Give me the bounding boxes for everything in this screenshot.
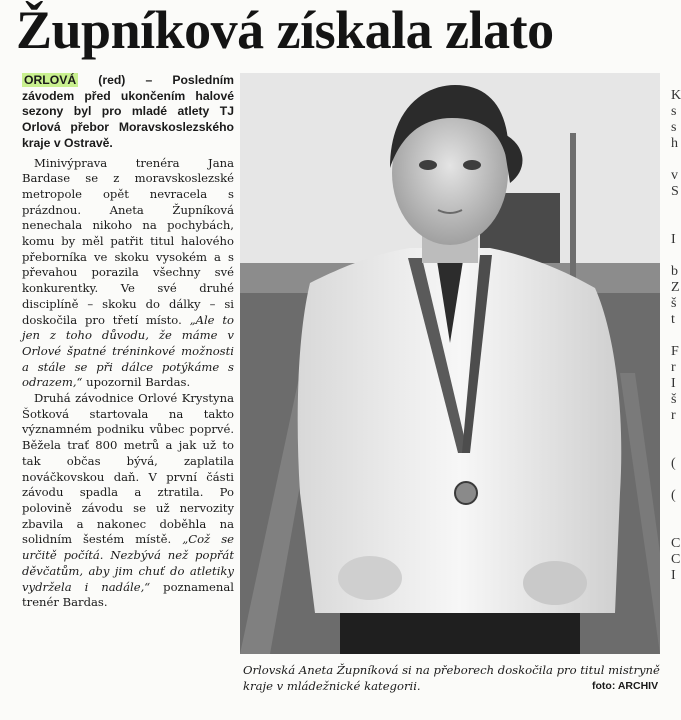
adjacent-column-fragment bbox=[671, 88, 681, 584]
athlete-photo bbox=[240, 73, 660, 654]
p2-quote: „Což se určitě počítá. Nezbývá než popřát děvčatům, aby jim chuť do atletiky vydržela i nadále,“ bbox=[22, 532, 235, 594]
edge-letter: r bbox=[671, 408, 676, 423]
edge-letter: C bbox=[671, 536, 681, 551]
edge-letter: ( bbox=[671, 488, 676, 503]
paragraph-2 bbox=[22, 391, 234, 611]
edge-letter: s bbox=[671, 104, 677, 119]
p2-text: Druhá závodnice Orlové Krystyna Šotková startovala na takto významném podniku vůbec poprvé. Běžela trať 800 metrů a jak už to tak občas bývá, zaplatila nováčkovskou daň. V první části závodu spadla a ztratila. Po polovině závodu se už nervozity zbavila a nakonec doběhla na solidním šestém místě. bbox=[22, 391, 234, 547]
edge-letter: r bbox=[671, 360, 676, 375]
edge-letter: C bbox=[671, 552, 681, 567]
article-lead bbox=[22, 73, 234, 152]
edge-letter bbox=[671, 248, 681, 264]
edge-letter: v bbox=[671, 168, 678, 183]
edge-letter: s bbox=[671, 120, 677, 135]
p1-end: upozornil Bardas. bbox=[82, 375, 191, 390]
edge-letter bbox=[671, 472, 681, 488]
edge-letter bbox=[671, 200, 681, 216]
edge-letter bbox=[671, 440, 681, 456]
edge-letter bbox=[671, 216, 681, 232]
lead-text: (red) – Posledním závodem před ukončením halové sezony byl pro mladé atlety TJ Orlová přebor Moravskoslezského kraje v Ostravě. bbox=[22, 73, 234, 150]
edge-letter: h bbox=[671, 136, 678, 151]
edge-letter: š bbox=[671, 296, 677, 311]
edge-letter: I bbox=[671, 568, 676, 583]
athlete-photo-illustration bbox=[240, 73, 660, 654]
dateline-highlight: ORLOVÁ bbox=[24, 73, 77, 87]
p1-quote: „Ale to jen z toho důvodu, že máme v Orlové špatné tréninkové možnosti a stále se při dálce potýkáme s odrazem,“ bbox=[22, 312, 234, 390]
edge-letter bbox=[671, 424, 681, 440]
edge-letter: I bbox=[671, 376, 676, 391]
edge-letter: Z bbox=[671, 280, 680, 295]
edge-letter: š bbox=[671, 392, 677, 407]
edge-letter: ( bbox=[671, 456, 676, 471]
photo-credit: foto: ARCHIV bbox=[592, 680, 659, 692]
p2-end: poznamenal trenér Bardas. bbox=[22, 579, 234, 610]
edge-letter: F bbox=[671, 344, 679, 359]
headline: Župníková získala zlato bbox=[16, 0, 554, 60]
edge-letter bbox=[671, 328, 681, 344]
edge-letter: t bbox=[671, 312, 675, 327]
edge-letter bbox=[671, 504, 681, 520]
edge-letter: b bbox=[671, 264, 678, 279]
edge-letter: S bbox=[671, 184, 679, 199]
paragraph-1 bbox=[22, 156, 234, 392]
photo-caption: Orlovská Aneta Župníková si na přeborech doskočila pro titul mistryně kraje v mládežnické kategorii. bbox=[243, 663, 660, 693]
p1-text: Minivýprava trenéra Jana Bardase se z moravskoslezské metropole opět nevracela s prázdnou. Aneta Župníková nenechala nikoho na pochybách, komu by měl patřit titul halového přeborníka ve skoku vysokém a s převahou porazila všechny své konkurentky. Ve své druhé disciplíně – skoku do dálky – si doskočila pro třetí místo. bbox=[22, 155, 234, 327]
edge-letter: I bbox=[671, 232, 676, 247]
article-column bbox=[22, 73, 234, 611]
edge-letter: K bbox=[671, 88, 681, 103]
edge-letter bbox=[671, 152, 681, 168]
edge-letter bbox=[671, 520, 681, 536]
